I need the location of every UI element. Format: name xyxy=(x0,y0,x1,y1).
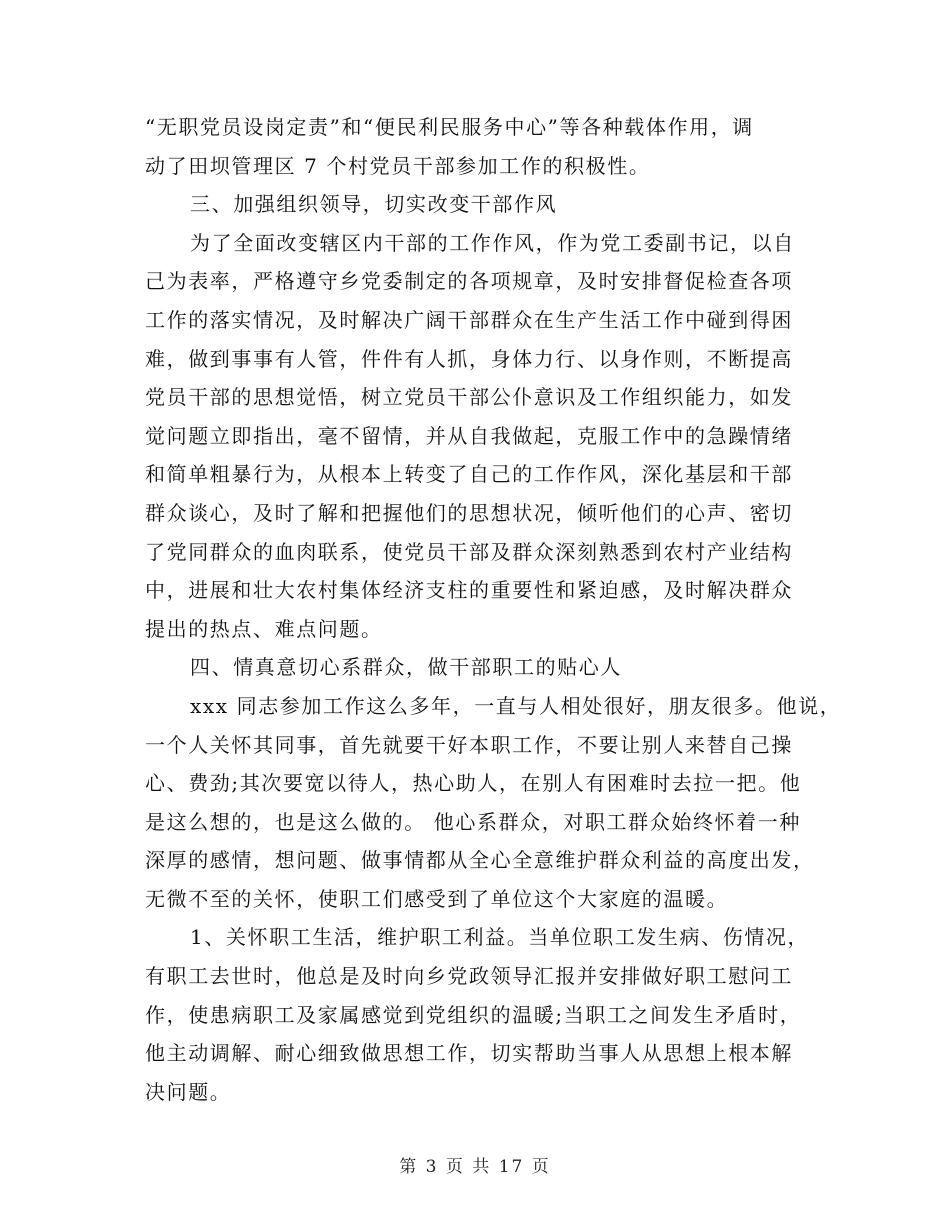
text-line: 深厚的感情，想问题、做事情都从全心全意维护群众利益的高度出发， xyxy=(145,848,815,873)
text-line: 为了全面改变辖区内干部的工作作风，作为党工委副书记，以自 xyxy=(190,230,795,255)
text-line: 了党同群众的血肉联系，使党员干部及群众深刻熟悉到农村产业结构 xyxy=(145,539,793,564)
text-line: 三、加强组织领导，切实改变干部作风 xyxy=(190,192,558,217)
text-line: 心、费劲;其次要宽以待人，热心助人，在别人有困难时去拉一把。他 xyxy=(145,771,802,796)
text-line: 工作的落实情况，及时解决广阔干部群众在生产生活工作中碰到得困 xyxy=(145,307,793,332)
text-line: 难，做到事事有人管，件件有人抓，身体力行、以身作则，不断提高 xyxy=(145,346,793,371)
text-line: 和简单粗暴行为，从根本上转变了自己的工作作风，深化基层和干部 xyxy=(145,462,793,487)
text-line: 1、关怀职工生活，维护职工利益。当单位职工发生病、伤情况， xyxy=(190,925,810,950)
text-line: 中，进展和壮大农村集体经济支柱的重要性和紧迫感，及时解决群众 xyxy=(145,578,793,603)
text-line: “无职党员设岗定责”和“便民利民服务中心”等各种载体作用，调 xyxy=(145,115,754,139)
text-line: 无微不至的关怀，使职工们感受到了单位这个大家庭的温暖。 xyxy=(145,886,729,911)
text-line: 群众谈心，及时了解和把握他们的思想状况，倾听他们的心声、密切 xyxy=(145,500,793,525)
text-line: 动了田坝管理区 7 个村党员干部参加工作的积极性。 xyxy=(145,153,651,178)
text-line: 作，使患病职工及家属感觉到党组织的温暖;当职工之间发生矛盾时， xyxy=(145,1002,802,1027)
text-line: 他主动调解、耐心细致做思想工作，切实帮助当事人从思想上根本解 xyxy=(145,1041,793,1066)
text-line: 有职工去世时，他总是及时向乡党政领导汇报并安排做好职工慰问工 xyxy=(145,964,793,989)
text-line: 觉问题立即指出，毫不留情，并从自我做起，克服工作中的急躁情绪 xyxy=(145,423,793,448)
text-line: 己为表率，严格遵守乡党委制定的各项规章，及时安排督促检查各项 xyxy=(145,269,793,294)
document-body xyxy=(145,108,842,1111)
text-line: xxx 同志参加工作这么多年，一直与人相处很好，朋友很多。他说， xyxy=(190,693,842,718)
text-line: 一个人关怀其同事，首先就要干好本职工作，不要让别人来替自己操 xyxy=(145,732,793,757)
text-line: 四、情真意切心系群众，做干部职工的贴心人 xyxy=(190,655,622,680)
page-footer: 第 3 页 共 17 页 xyxy=(399,1157,551,1177)
text-line: 提出的热点、难点问题。 xyxy=(145,616,383,641)
text-line: 党员干部的思想觉悟，树立党员干部公仆意识及工作组织能力，如发 xyxy=(145,385,793,410)
text-line: 是这么想的，也是这么做的。 他心系群众，对职工群众始终怀着一种 xyxy=(145,809,801,834)
text-line: 决问题。 xyxy=(145,1079,232,1104)
